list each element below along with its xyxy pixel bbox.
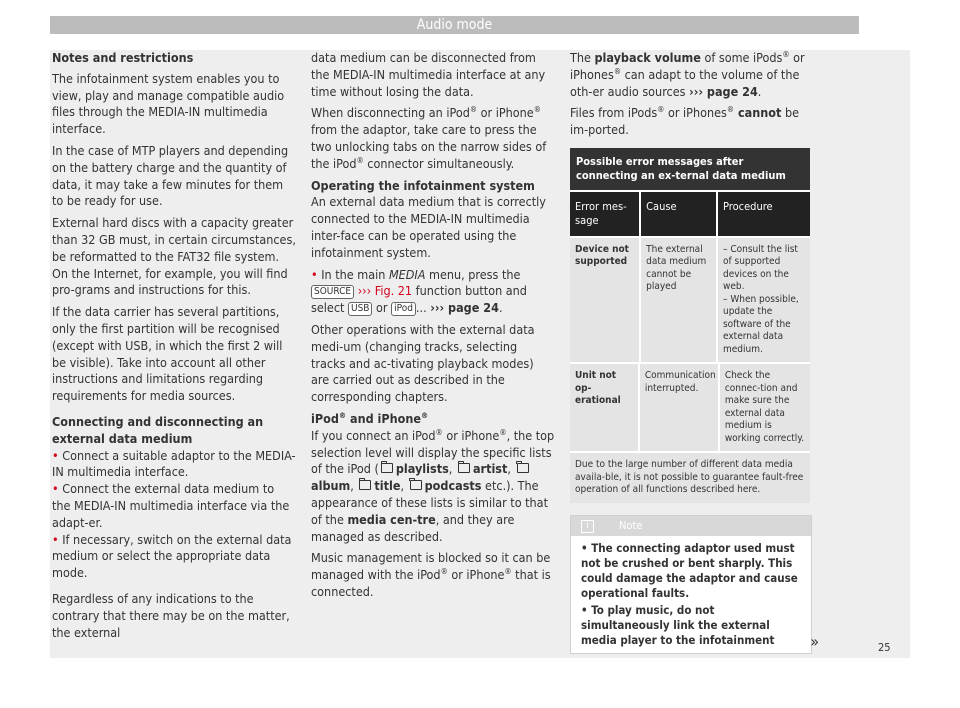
column-left — [52, 50, 296, 646]
table-cell: – Consult the list of supported devices on the web. – When possible, update the software of the external data medium. — [722, 243, 799, 355]
list-item: • Connect the external data medium to the MEDIA-IN multimedia interface via the adapt-er. — [52, 481, 290, 530]
note-header — [571, 516, 811, 536]
figure-link[interactable]: ››› Fig. 21 — [357, 283, 413, 299]
column-header: Error mes-sage — [570, 192, 641, 236]
column-header: Procedure — [722, 199, 773, 213]
heading-notes: Notes and restrictions — [52, 50, 194, 65]
continue-arrow-icon: » — [810, 632, 819, 652]
bullet-icon: • — [52, 531, 59, 547]
folder-icon — [381, 463, 393, 473]
folder-icon — [410, 480, 422, 490]
source-button-label: SOURCE — [311, 285, 354, 299]
ipod-button-label: iPod — [391, 302, 416, 316]
page-header: Audio mode — [50, 16, 859, 34]
table-cell: Device not supported — [570, 238, 641, 363]
paragraph: Files from iPods® or iPhones® cannot be im-ported. — [570, 105, 800, 138]
folder-icon — [517, 463, 529, 473]
table-header — [570, 190, 810, 236]
list-item: • To play music, do not simultaneously link the external media player to the infotainment — [581, 602, 775, 647]
error-table — [570, 148, 810, 503]
note-label: Note — [619, 518, 643, 532]
paragraph: When disconnecting an iPod® or iPhone® from the adaptor, take care to press the two unlocking tabs on the narrow sides of the iPod® connector simultaneously. — [311, 105, 547, 171]
paragraph: The playback volume of some iPods® or iPhones® can adapt to the volume of the oth-er audio sources ››› page 24. — [570, 49, 805, 99]
bullet-icon: • — [581, 602, 588, 617]
bullet-icon: • — [311, 266, 318, 282]
bullet-icon: • — [581, 540, 588, 555]
paragraph: External hard discs with a capacity greater than 32 GB must, in certain circumstances, be reformatted to the FAT32 file system. On the Internet, for example, you will find pro-grams and instructions for this. — [52, 215, 296, 298]
table-footer: Due to the large number of different data media availa-ble, it is not possible to guarantee fault-free operation of all functions described here. — [570, 451, 810, 503]
folder-icon — [359, 480, 371, 490]
folder-icon — [458, 463, 470, 473]
paragraph: In the case of MTP players and depending on the battery charge and the quantity of data, it may take a few minutes for them to be ready for use. — [52, 142, 289, 209]
table-cell: The external data medium cannot be played — [641, 238, 718, 363]
note-body — [571, 536, 811, 653]
list-item: • If necessary, switch on the external data medium or select the appropriate data mode. — [52, 531, 292, 581]
paragraph: Regardless of any indications to the contrary that there may be on the matter, the external — [52, 590, 290, 640]
list-item: • In the main MEDIA menu, press the SOURCE ››› Fig. 21 function button and select USB or iPod ... ››› page 24. — [311, 266, 527, 316]
table-cell: Unit not op-erational — [570, 364, 640, 451]
note-box — [570, 515, 819, 654]
bullet-icon: • — [52, 447, 59, 463]
table-row — [570, 362, 810, 451]
heading-ipod: iPod® and iPhone® — [311, 410, 429, 426]
paragraph: Music management is blocked so it can be managed with the iPod® or iPhone® that is connected. — [311, 550, 551, 599]
heading-connecting: Connecting and disconnecting an external data medium — [52, 413, 264, 446]
column-header: Cause — [641, 192, 718, 236]
paragraph: Other operations with the external data medi-um (changing tracks, selecting tracks and ac-tivating playback modes) are carried out as described in the corresponding chapters. — [311, 321, 535, 405]
paragraph: An external data medium that is correctly connected to the MEDIA-IN multimedia inter-face can be operated using the infotainment system. — [311, 194, 546, 260]
bullet-icon: • — [52, 481, 59, 497]
paragraph: The infotainment system enables you to view, play and manage compatible audio files through the MEDIA-IN multimedia interface. — [52, 70, 285, 137]
table-row — [570, 236, 810, 363]
info-icon: i — [581, 520, 594, 533]
column-middle — [311, 50, 555, 606]
heading-operating: Operating the infotainment system — [311, 177, 535, 193]
table-title: Possible error messages after connecting an ex-ternal data medium — [570, 148, 810, 190]
paragraph: If the data carrier has several partitions, only the first partition will be recognised (except with USB, in which the first 2 will be visible). Take into account all other instructions and limitations regarding requirements for media sources. — [52, 304, 283, 404]
list-item: • Connect a suitable adaptor to the MEDIA-IN multimedia interface. — [52, 447, 296, 480]
column-right — [570, 49, 819, 654]
page-link[interactable]: ››› page 24 — [689, 83, 758, 99]
table-cell: Communication interrupted. — [640, 364, 720, 451]
table-cell: Check the connec-tion and make sure the external data medium is working correctly. — [724, 370, 805, 444]
list-item: • The connecting adaptor used must not be crushed or bent sharply. This could damage the adaptor and cause operational faults. — [581, 540, 798, 600]
page-link[interactable]: ››› page 24 — [430, 300, 499, 316]
paragraph: If you connect an iPod® or iPhone®, the top selection level will display the specific lists of the iPod ( playlists, artist, album, title, podcasts etc.). The appearance of these lists is similar to that of the media cen-tre, and they are managed as described. — [311, 427, 555, 544]
page-number: 25 — [878, 641, 891, 654]
usb-button-label: USB — [348, 302, 372, 316]
paragraph: data medium can be disconnected from the MEDIA-IN multimedia interface at any time without losing the data. — [311, 50, 546, 99]
